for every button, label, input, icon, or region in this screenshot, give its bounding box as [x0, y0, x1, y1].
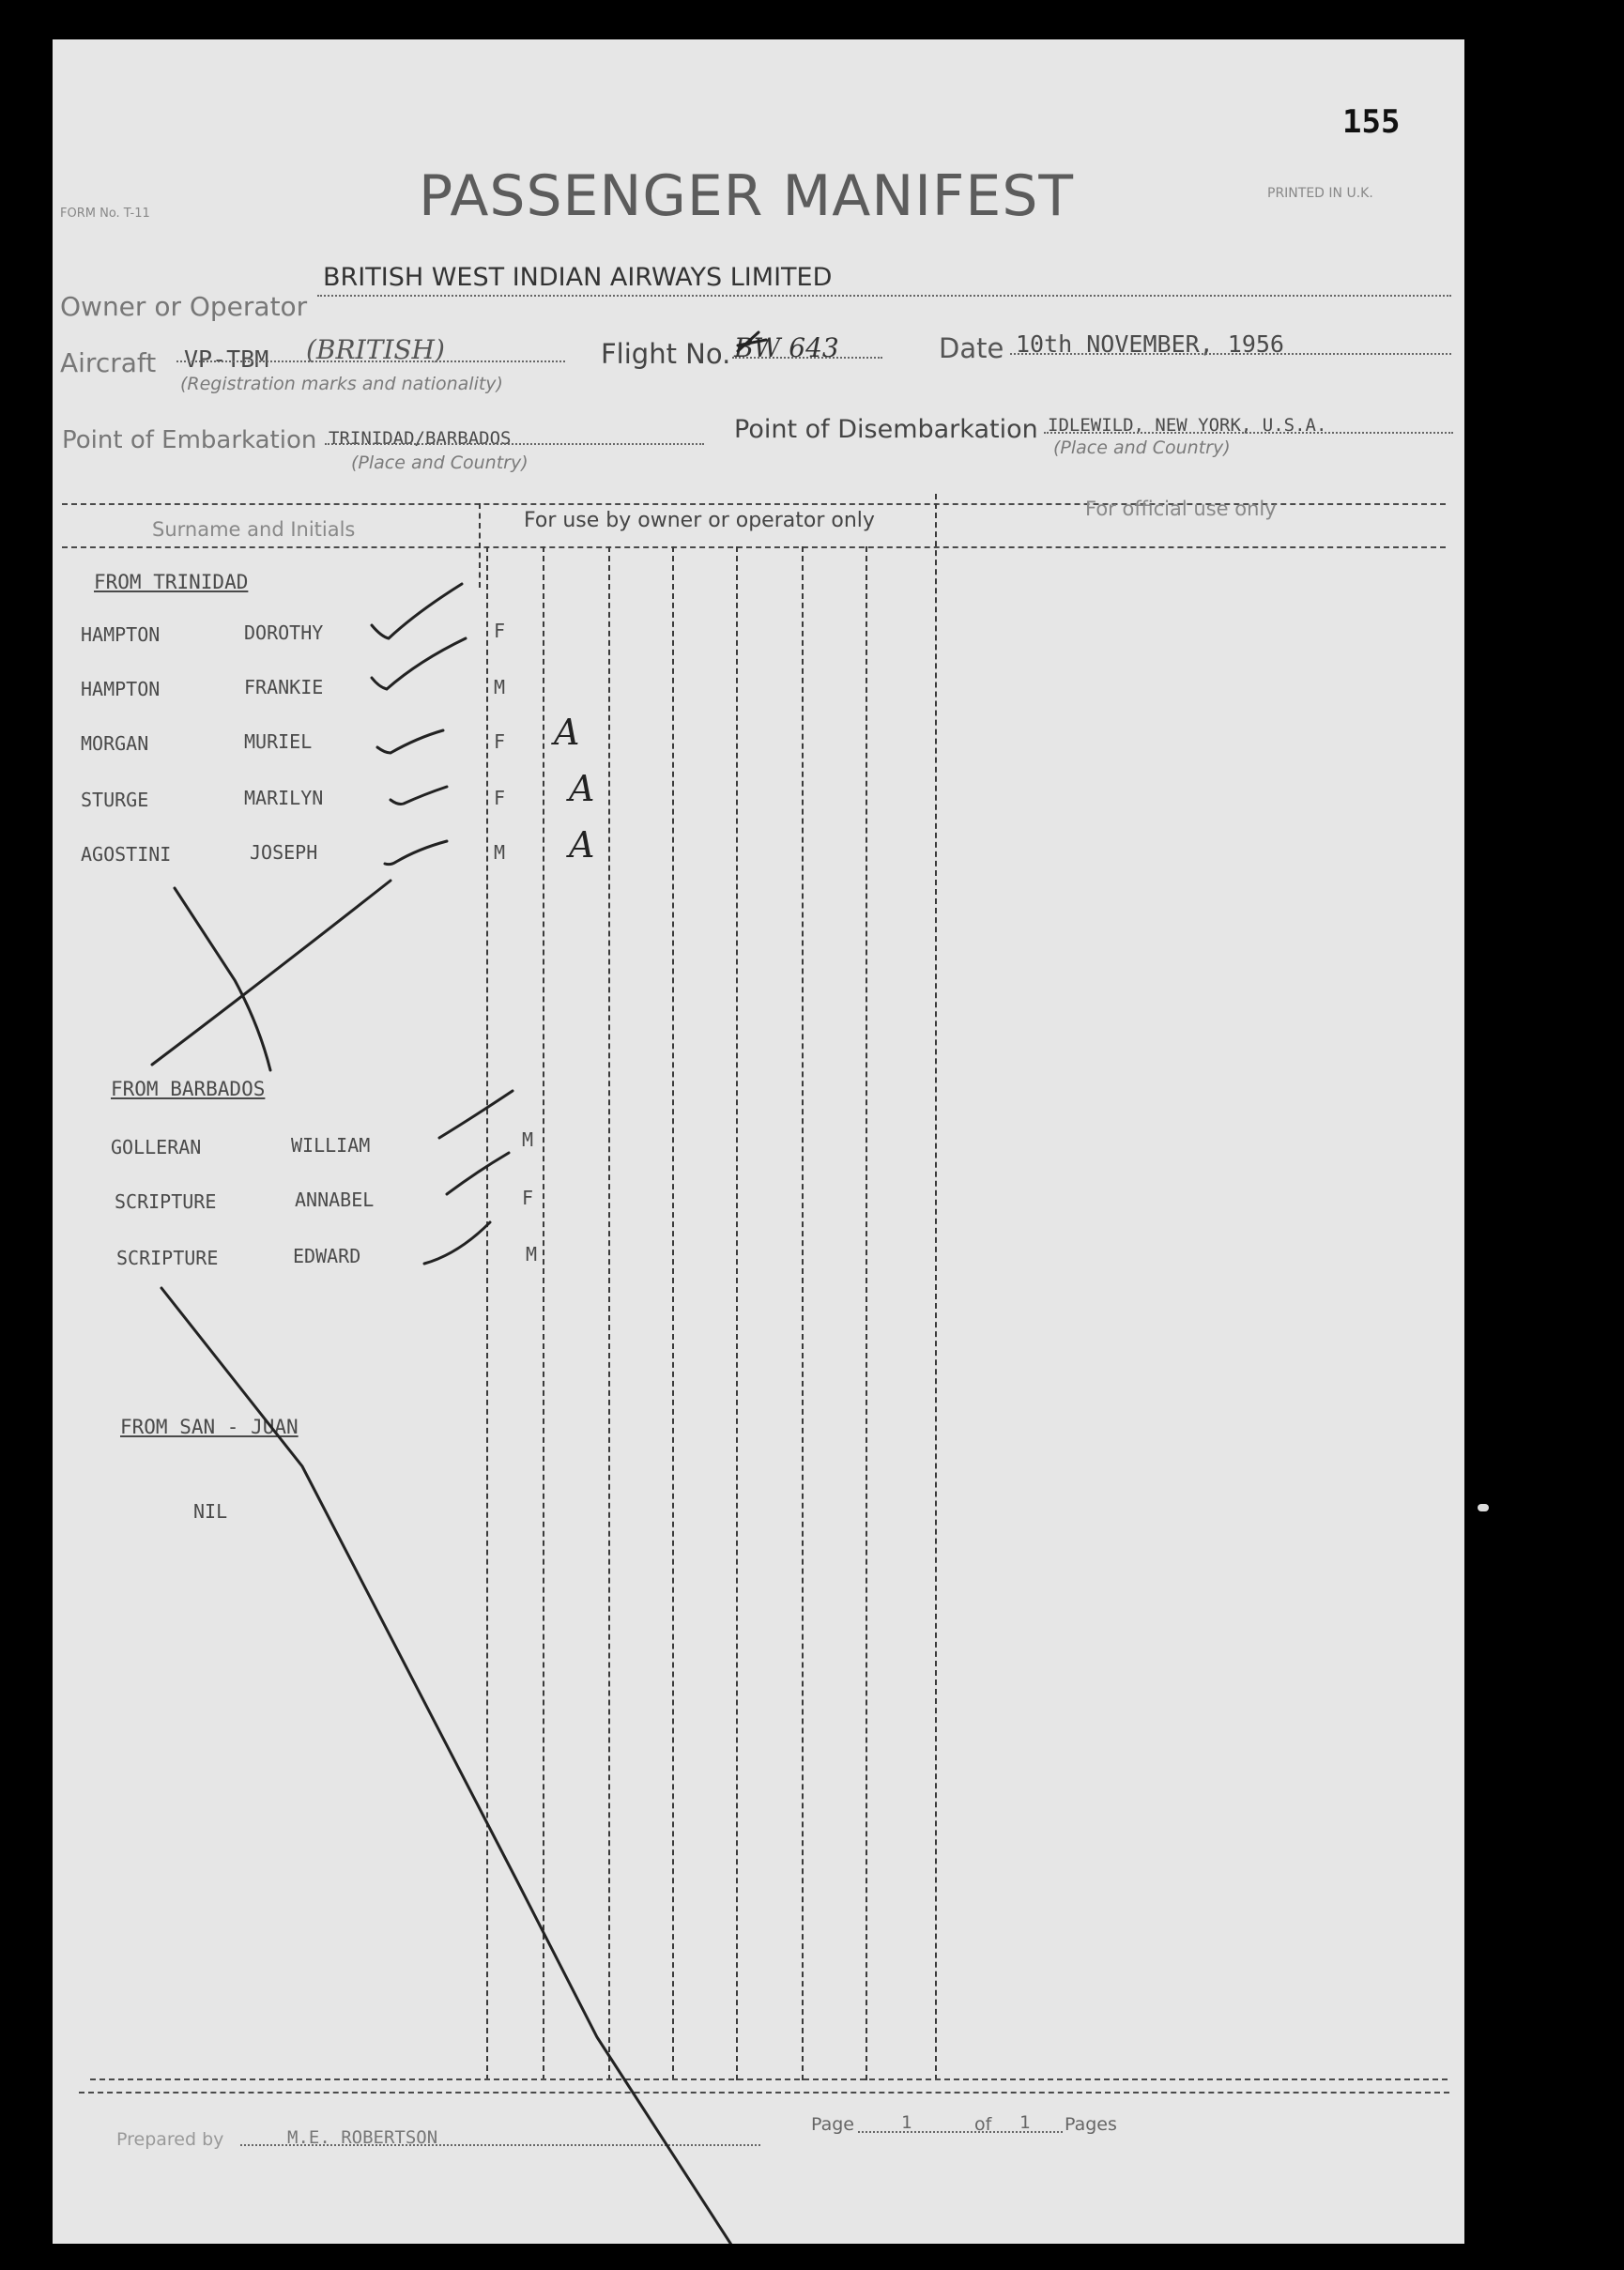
printed-in-note: PRINTED IN U.K.: [1267, 186, 1373, 201]
scan-artifact: [1478, 1504, 1489, 1511]
column-official-use-header: For official use only: [1085, 498, 1277, 520]
surname: AGOSTINI: [81, 843, 172, 866]
strike-through-line: [161, 1288, 742, 2244]
disembarkation-sublabel: (Place and Country): [1053, 437, 1231, 458]
first-name: DOROTHY: [244, 621, 324, 644]
first-name: FRANKIE: [244, 676, 324, 698]
first-name: EDWARD: [293, 1245, 361, 1267]
check-mark-icon: [385, 841, 447, 865]
check-mark-icon: [377, 730, 443, 753]
check-mark-icon: [391, 787, 447, 805]
flight-number-strike: [738, 340, 766, 345]
pages-label: Pages: [1065, 2114, 1117, 2135]
surname: STURGE: [81, 789, 149, 811]
first-name: MURIEL: [244, 730, 313, 753]
first-name: JOSEPH: [250, 841, 318, 864]
owner-label: Owner or Operator: [60, 291, 308, 322]
handwritten-mark: A: [569, 824, 595, 866]
sex: F: [522, 1187, 534, 1209]
aircraft-sublabel: (Registration marks and nationality): [180, 374, 503, 394]
first-name: WILLIAM: [291, 1134, 371, 1157]
aircraft-nationality: (BRITISH): [306, 334, 445, 365]
surname: GOLLERAN: [111, 1136, 202, 1158]
manifest-sheet: [53, 39, 1464, 2244]
pen-marks: [53, 39, 1464, 2244]
check-mark-icon: [372, 584, 462, 638]
column-surname-header: Surname and Initials: [152, 518, 356, 541]
sex: M: [494, 841, 506, 864]
page-number: 155: [1342, 103, 1401, 141]
flight-number: BW 643: [734, 332, 839, 363]
embarkation-label: Point of Embarkation: [62, 426, 317, 454]
surname: HAMPTON: [81, 678, 161, 700]
surname: SCRIPTURE: [116, 1247, 219, 1269]
of-value: 1: [1019, 2112, 1031, 2133]
sex: F: [494, 730, 506, 753]
form-number: FORM No. T-11: [60, 207, 150, 221]
first-name: ANNABEL: [295, 1189, 375, 1211]
prepared-by-label: Prepared by: [116, 2129, 224, 2150]
handwritten-mark: A: [554, 712, 580, 753]
surname: SCRIPTURE: [115, 1190, 217, 1213]
check-mark-icon: [439, 1091, 513, 1138]
check-mark-icon: [424, 1222, 490, 1264]
document-title: PASSENGER MANIFEST: [419, 163, 1075, 229]
section-heading-san-juan: FROM SAN - JUAN: [120, 1416, 299, 1438]
date-value: 10th NOVEMBER, 1956: [1016, 330, 1284, 358]
sex: F: [494, 787, 506, 809]
surname: HAMPTON: [81, 623, 161, 646]
check-mark-icon: [447, 1153, 509, 1194]
handwritten-mark: A: [569, 768, 595, 809]
date-label: Date: [939, 332, 1004, 364]
section-heading-barbados: FROM BARBADOS: [111, 1078, 266, 1100]
sex: M: [526, 1243, 538, 1265]
disembarkation-value: IDLEWILD, NEW YORK, U.S.A.: [1048, 415, 1327, 436]
cross-out-mark: [175, 888, 270, 1070]
disembarkation-label: Point of Disembarkation: [734, 415, 1038, 444]
page-value: 1: [901, 2112, 912, 2133]
section-heading-trinidad: FROM TRINIDAD: [94, 571, 249, 593]
aircraft-label: Aircraft: [60, 347, 157, 378]
of-label: of: [974, 2114, 992, 2135]
flight-label: Flight No.: [601, 338, 731, 370]
sex: M: [494, 676, 506, 698]
sex: M: [522, 1128, 534, 1151]
aircraft-registration: VP-TBM: [184, 345, 269, 373]
check-mark-icon: [372, 638, 466, 689]
surname: MORGAN: [81, 732, 149, 755]
page-label: Page: [811, 2114, 854, 2135]
column-owner-use-header: For use by owner or operator only: [524, 509, 875, 532]
first-name: MARILYN: [244, 787, 324, 809]
san-juan-value: NIL: [193, 1500, 228, 1523]
owner-value: BRITISH WEST INDIAN AIRWAYS LIMITED: [323, 263, 833, 292]
embarkation-sublabel: (Place and Country): [351, 452, 529, 473]
prepared-by-value: M.E. ROBERTSON: [287, 2127, 438, 2148]
sex: F: [494, 620, 506, 642]
embarkation-value: TRINIDAD/BARBADOS: [329, 428, 512, 449]
